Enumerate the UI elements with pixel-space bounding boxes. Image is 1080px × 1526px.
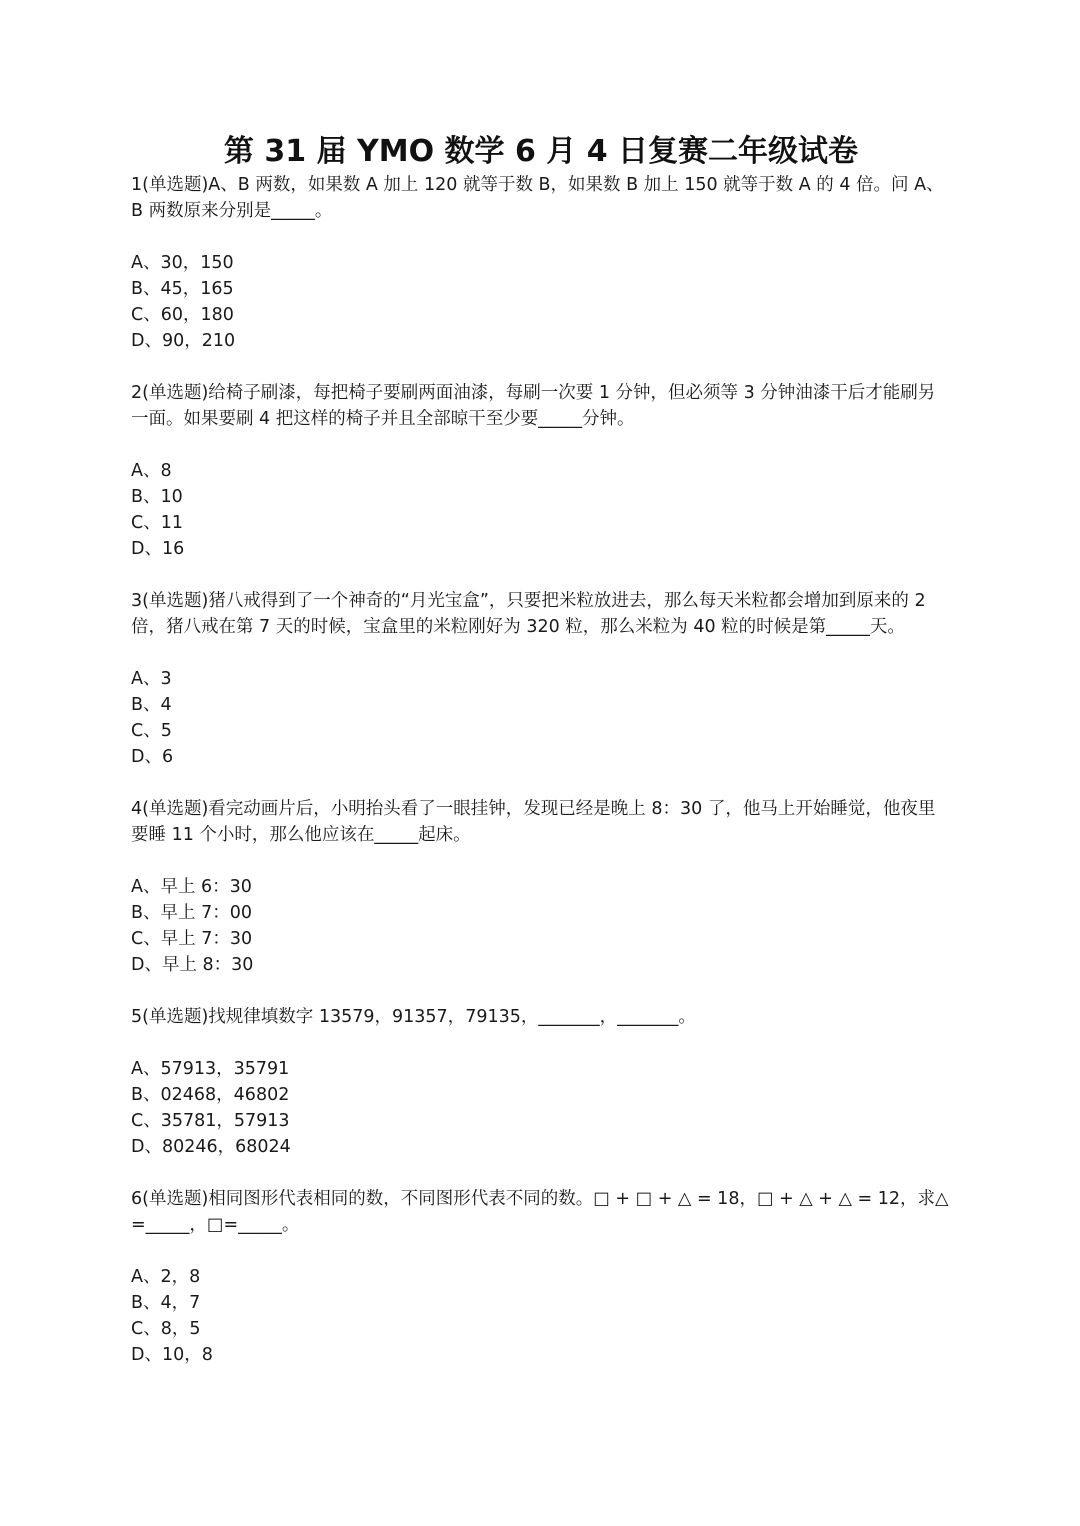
option-a: A、早上 6：30 bbox=[131, 877, 252, 897]
option-d: D、80246，68024 bbox=[131, 1137, 291, 1157]
option-c: C、早上 7：30 bbox=[131, 929, 253, 949]
option-a: A、57913，35791 bbox=[131, 1059, 290, 1079]
question-4 bbox=[131, 796, 951, 978]
option-list bbox=[131, 666, 951, 770]
option-list bbox=[131, 458, 951, 562]
option-a: A、3 bbox=[131, 669, 172, 689]
option-b: B、10 bbox=[131, 487, 183, 507]
option-c: C、60，180 bbox=[131, 305, 234, 325]
option-c: C、5 bbox=[131, 721, 172, 741]
exam-content bbox=[131, 132, 951, 1368]
option-b: B、4，7 bbox=[131, 1293, 201, 1313]
option-b: B、45，165 bbox=[131, 279, 234, 299]
option-b: B、早上 7：00 bbox=[131, 903, 252, 923]
option-c: C、8，5 bbox=[131, 1319, 201, 1339]
option-d: D、早上 8：30 bbox=[131, 955, 254, 975]
question-text: 2(单选题)给椅子刷漆，每把椅子要刷两面油漆，每刷一次要 1 分钟，但必须等 3 分钟油漆干后才能刷另一面。如果要刷 4 把这样的椅子并且全部晾干至少要_____分钟。 bbox=[131, 383, 936, 429]
option-c: C、35781，57913 bbox=[131, 1111, 290, 1131]
option-d: D、10，8 bbox=[131, 1345, 213, 1365]
option-list bbox=[131, 1264, 951, 1368]
question-1 bbox=[131, 172, 951, 354]
option-b: B、4 bbox=[131, 695, 172, 715]
question-6 bbox=[131, 1186, 951, 1368]
question-3 bbox=[131, 588, 951, 770]
option-b: B、02468，46802 bbox=[131, 1085, 290, 1105]
option-a: A、30，150 bbox=[131, 253, 234, 273]
option-list bbox=[131, 250, 951, 354]
question-text: 5(单选题)找规律填数字 13579，91357，79135，_______，_______。 bbox=[131, 1007, 696, 1027]
question-5 bbox=[131, 1004, 951, 1160]
option-d: D、90，210 bbox=[131, 331, 236, 351]
question-text: 6(单选题)相同图形代表相同的数，不同图形代表不同的数。□ + □ + △ = 18，□ + △ + △ = 12，求△=_____，□=_____。 bbox=[131, 1189, 949, 1235]
exam-title: 第 31 届 YMO 数学 6 月 4 日复赛二年级试卷 bbox=[223, 134, 859, 169]
question-text: 3(单选题)猪八戒得到了一个神奇的“月光宝盒”，只要把米粒放进去，那么每天米粒都会增加到原来的 2 倍，猪八戒在第 7 天的时候，宝盒里的米粒刚好为 320 粒，那么米粒为 40 粒的时候是第_____天。 bbox=[131, 591, 926, 637]
option-d: D、6 bbox=[131, 747, 174, 767]
option-c: C、11 bbox=[131, 513, 183, 533]
question-2 bbox=[131, 380, 951, 562]
option-a: A、2，8 bbox=[131, 1267, 201, 1287]
option-list bbox=[131, 874, 951, 978]
question-text: 4(单选题)看完动画片后，小明抬头看了一眼挂钟，发现已经是晚上 8：30 了，他马上开始睡觉，他夜里要睡 11 个小时，那么他应该在_____起床。 bbox=[131, 799, 936, 845]
option-a: A、8 bbox=[131, 461, 172, 481]
question-text: 1(单选题)A、B 两数，如果数 A 加上 120 就等于数 B，如果数 B 加上 150 就等于数 A 的 4 倍。问 A、B 两数原来分别是_____。 bbox=[131, 175, 944, 221]
option-d: D、16 bbox=[131, 539, 185, 559]
option-list bbox=[131, 1056, 951, 1160]
